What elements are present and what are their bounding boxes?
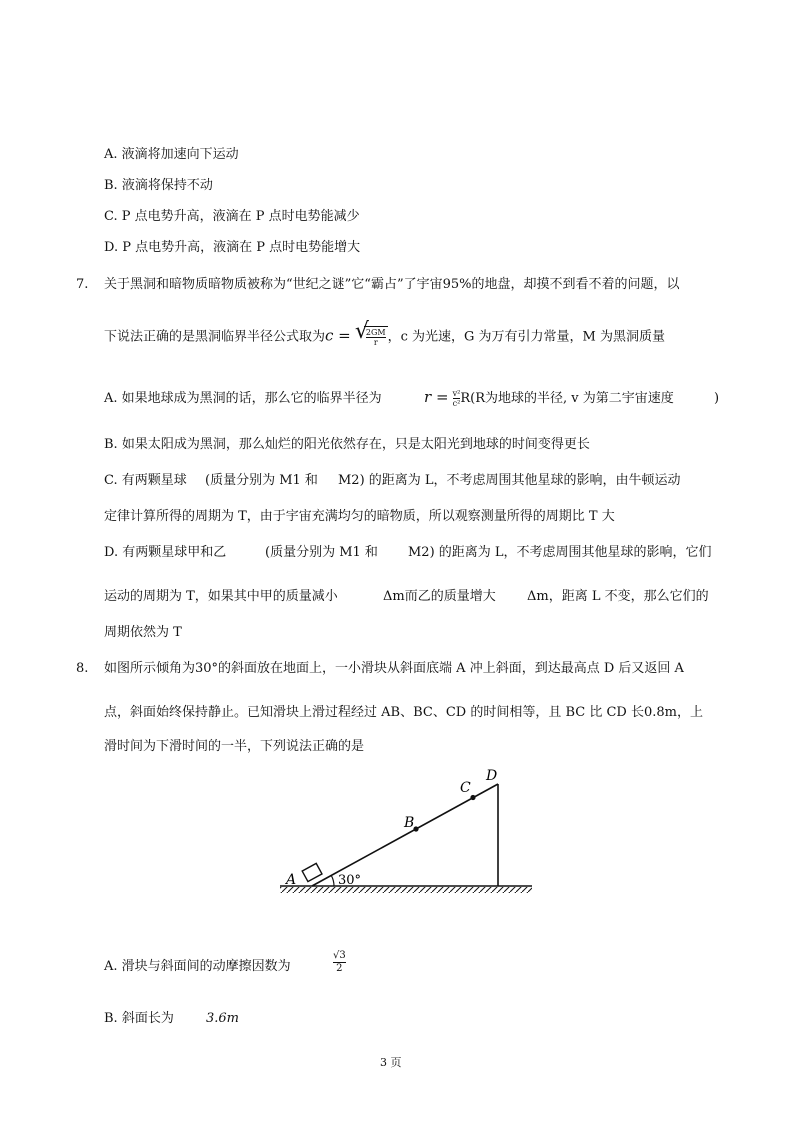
formula-r: r = [424,388,449,406]
fraction-denominator: c² [452,399,461,408]
formula-lhs: c = [325,326,351,345]
fraction-denominator: 2 [333,962,346,975]
ground-hatch [280,887,532,893]
sqrt-formula [355,326,388,348]
fraction-numerator: v² [452,389,461,398]
q7-option-d-5: Δm而乙的质量增大 [383,589,496,604]
q8-stem-line3: 滑时间为下滑时间的一半，下列说法正确的是 [104,739,365,754]
q8-option-b: B. 斜面长为 [104,1011,174,1026]
q8-stem-line1: 如图所示倾角为30°的斜面放在地面上，一小滑块从斜面底端 A 冲上斜面，到达最高点 D 后又返回 A [104,661,684,676]
q7-option-c-3: M2) 的距离为 L，不考虑周围其他星球的影响，由牛顿运动 [338,473,681,488]
label-a: A [286,872,297,888]
q7-option-c-1: C. 有两颗星球 [104,473,187,488]
slider-block [302,863,322,881]
incline-surface [312,784,498,886]
q7-stem-line2 [104,326,665,348]
q7-option-d-2: (质量分别为 M1 和 [265,545,378,560]
q7-option-d-7: 周期依然为 T [104,625,182,640]
q7-option-a-text: A. 如果地球成为黑洞的话，那么它的临界半径为 [104,391,382,406]
angle-arc [331,876,334,887]
angle-label: 30° [338,873,362,888]
q7-option-c-4: 定律计算所得的周期为 T，由于宇宙充满均匀的暗物质，所以观察测量所得的周期比 T 大 [104,509,615,524]
q7-stem-text-post: ，c 为光速，G 为万有引力常量，M 为黑洞质量 [387,329,665,345]
q6-option-b: B. 液滴将保持不动 [104,178,213,193]
q7-option-a-close: ) [714,391,720,406]
q8-option-a-fraction [333,950,346,975]
q7-option-d-1: D. 有两颗星球甲和乙 [104,545,227,560]
incline-diagram [270,760,540,900]
q7-number: 7. [76,277,89,292]
q7-option-a-condition: R(R为地球的半径, v 为第二宇宙速度 [460,391,674,406]
q7-option-a-formula [424,388,674,408]
q6-option-d: D. P 点电势升高，液滴在 P 点时电势能增大 [104,240,361,255]
q7-option-d-4: 运动的周期为 T，如果其中甲的质量减小 [104,589,338,604]
q7-stem-text: 下说法正确的是黑洞临界半径公式取为 [104,329,326,345]
q6-option-a: A. 液滴将加速向下运动 [104,147,239,162]
label-c: C [460,780,471,796]
q8-number: 8. [76,661,89,676]
q7-option-d-6: Δm，距离 L 不变，那么它们的 [527,589,709,604]
q6-option-c: C. P 点电势升高，液滴在 P 点时电势能减少 [104,209,360,224]
q8-option-a: A. 滑块与斜面间的动摩擦因数为 [104,959,291,974]
q7-option-c-2: (质量分别为 M1 和 [205,473,318,488]
label-b: B [404,815,415,831]
q8-stem-line2: 点，斜面始终保持静止。已知滑块上滑过程经过 AB、BC、CD 的时间相等，且 BC 比 CD 长0.8m，上 [104,705,703,720]
formula-numerator: √ 2GM [365,328,386,337]
q7-option-b: B. 如果太阳成为黑洞，那么灿烂的阳光依然存在，只是太阳光到地球的时间变得更长 [104,437,590,452]
point-c [470,795,475,800]
page-number: 3 页 [380,1056,402,1069]
label-d: D [486,768,498,784]
q8-option-b-value: 3.6m [206,1011,240,1026]
fraction-numerator: √3 [333,950,346,961]
formula-denominator: r [366,337,386,347]
q7-stem-line1: 关于黑洞和暗物质暗物质被称为“世纪之谜”它“霸占”了宇宙95%的地盘，却摸不到看不着的问题，以 [104,277,680,292]
q7-option-d-3: M2) 的距离为 L，不考虑周围其他星球的影响，它们 [408,545,712,560]
q7-option-a [104,390,382,408]
